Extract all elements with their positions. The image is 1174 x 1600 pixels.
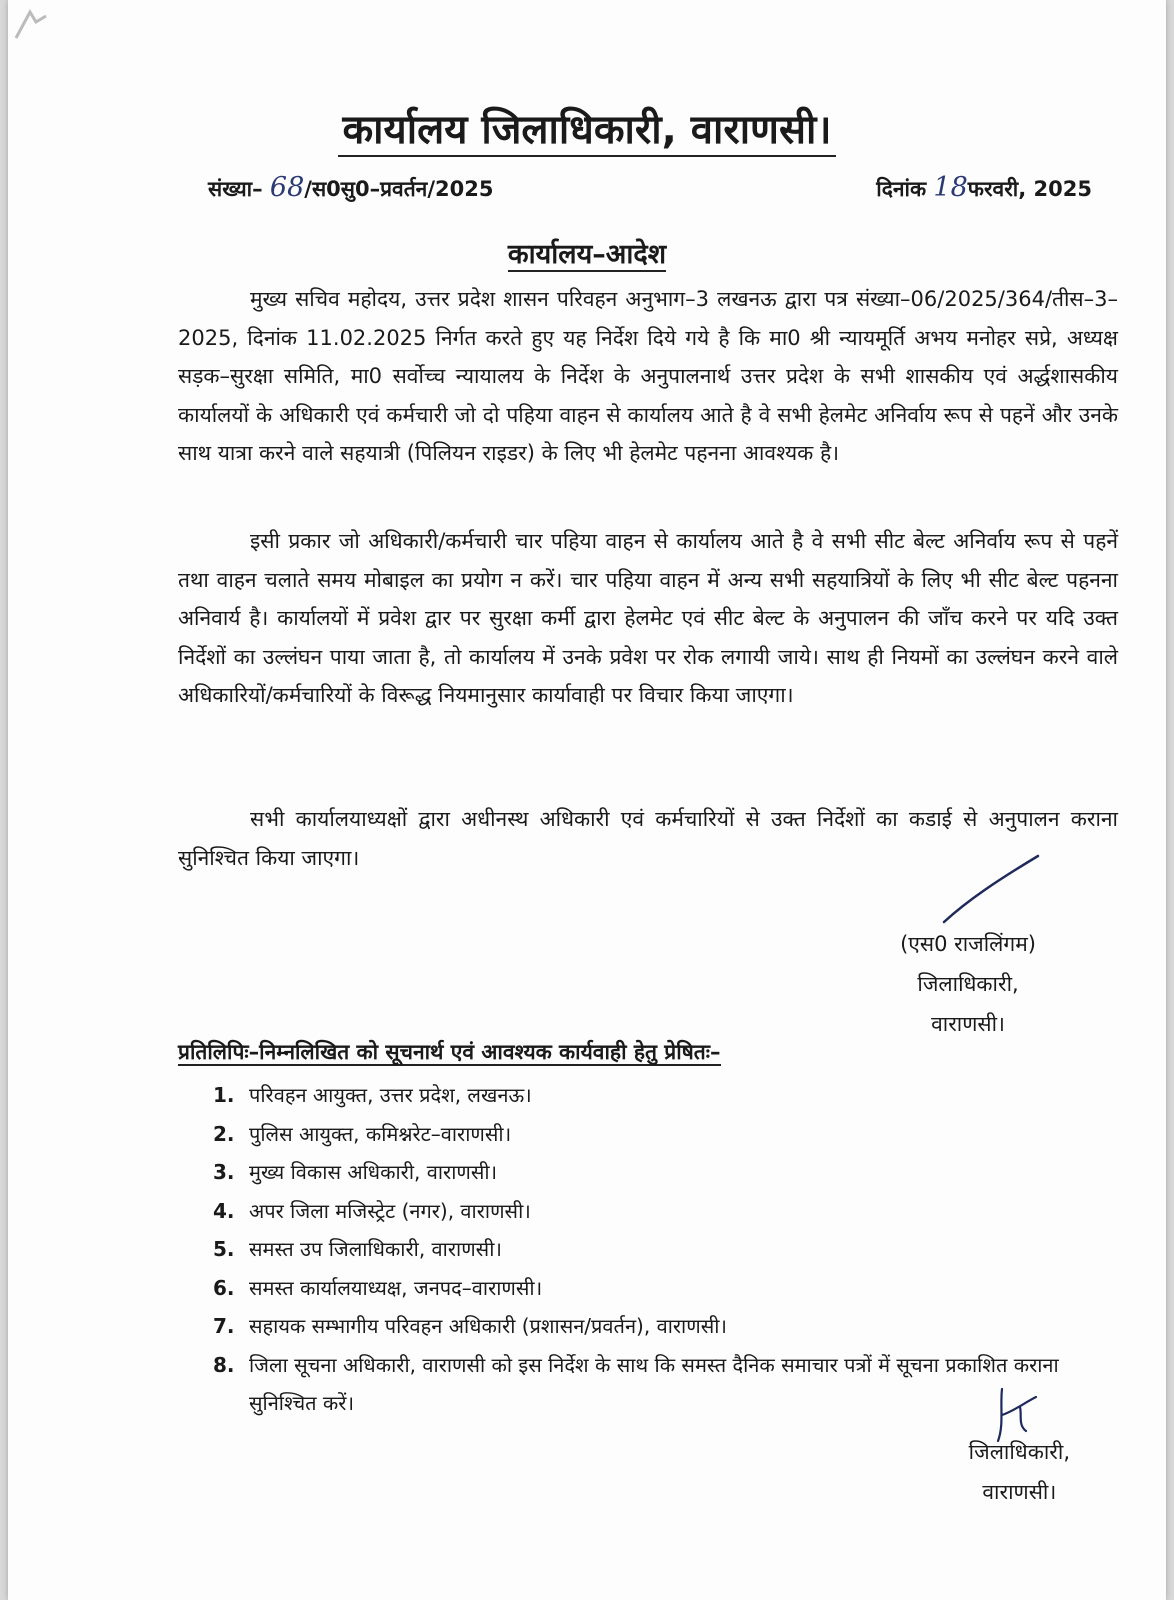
list-item	[213, 1269, 1114, 1308]
paragraph-2	[178, 522, 1118, 715]
list-item-number: 2.	[213, 1121, 235, 1146]
list-item	[213, 1307, 1114, 1346]
list-item-text: परिवहन आयुक्त, उत्तर प्रदेश, लखनऊ।	[249, 1083, 532, 1107]
office-title	[8, 100, 1166, 155]
paragraph-2-text: इसी प्रकार जो अधिकारी/कर्मचारी चार पहिया वाहन से कार्यालय आते है वे सभी सीट बेल्ट अनिर्वाय रूप से पहनें तथा वाहन चलाते समय मोबाइल का प्रयोग न करें। चार पहिया वाहन में अन्य सभी सहयात्रियों के लिए भी सीट बेल्ट पहनना अनिवार्य है। कार्यालयों में प्रवेश द्वार पर सुरक्षा कर्मी द्वारा हेलमेट एवं सीट बेल्ट के अनुपालन की जाँच करने पर यदि उक्त निर्देशों का उल्लंघन पाया जाता है, तो कार्यालय में उनके प्रवेश पर रोक लगायी जाये। साथ ही नियमों का उल्लंघन करने वाले अधिकारियों/कर्मचारियों के विरूद्ध नियमानुसार कार्यावाही पर विचार किया जाएगा।	[178, 529, 1118, 707]
list-item-number: 6.	[213, 1275, 235, 1300]
reference-line	[208, 172, 1092, 203]
list-item-text: पुलिस आयुक्त, कमिश्नरेट–वाराणसी।	[249, 1121, 512, 1146]
paragraph-1	[178, 280, 1118, 473]
copy-to-list	[213, 1076, 1114, 1423]
date-prefix: दिनांक	[876, 177, 927, 201]
list-item-text: समस्त कार्यालयाध्यक्ष, जनपद–वाराणसी।	[249, 1275, 543, 1300]
list-item-text: जिला सूचना अधिकारी, वाराणसी को इस निर्देश के साथ कि समस्त दैनिक समाचार पत्रों में सूचना प्रकाशित कराना सुनिश्चित करें।	[249, 1352, 1059, 1415]
list-item	[213, 1115, 1114, 1154]
list-item	[213, 1153, 1114, 1192]
reference-number	[208, 172, 493, 203]
signature-block-2	[969, 1432, 1070, 1512]
list-item-number: 7.	[213, 1314, 235, 1338]
order-subtitle	[8, 234, 1166, 271]
list-item-text: मुख्य विकास अधिकारी, वाराणसी।	[249, 1160, 498, 1184]
list-item	[213, 1346, 1114, 1423]
list-item	[213, 1192, 1114, 1231]
signatory-designation-2: जिलाधिकारी,	[968, 1440, 1070, 1464]
list-item-number: 4.	[213, 1198, 235, 1223]
list-item-text: अपर जिला मजिस्ट्रेट (नगर), वाराणसी।	[249, 1198, 531, 1223]
signatory-place-2: वाराणसी।	[982, 1480, 1057, 1504]
signatory-place: वाराणसी।	[931, 1012, 1005, 1036]
paragraph-3-text: सभी कार्यालयाध्यक्षों द्वारा अधीनस्थ अधिकारी एवं कर्मचारियों से उक्त निर्देशों का कडाई से अनुपालन कराना सुनिश्चित किया जाएगा।	[178, 807, 1118, 870]
reference-suffix: /स0सु0–प्रवर्तन/2025	[304, 177, 494, 201]
signature-block	[900, 924, 1036, 1044]
order-subtitle-text: कार्यालय–आदेश	[507, 239, 667, 270]
date-handwritten-day: 18	[933, 172, 968, 203]
list-item-number: 8.	[213, 1352, 235, 1377]
list-item-number: 3.	[213, 1160, 235, 1184]
office-title-text: कार्यालय जिलाधिकारी, वाराणसी।	[338, 107, 835, 157]
list-item-text: समस्त उप जिलाधिकारी, वाराणसी।	[249, 1237, 502, 1261]
page-corner-mark	[12, 4, 56, 44]
document-page	[8, 0, 1166, 1600]
list-item-number: 5.	[213, 1237, 235, 1261]
copy-to-heading	[178, 1038, 721, 1066]
signatory-designation: जिलाधिकारी,	[917, 972, 1019, 996]
list-item	[213, 1076, 1114, 1115]
list-item-number: 1.	[213, 1083, 235, 1107]
signature-stroke	[938, 850, 1048, 930]
reference-handwritten-number: 68	[269, 172, 305, 203]
signatory-name: (एस0 राजलिंगम)	[900, 932, 1036, 956]
order-date	[876, 172, 1092, 203]
list-item	[213, 1230, 1114, 1269]
date-month-year: फरवरी, 2025	[967, 177, 1092, 201]
copy-to-heading-text: प्रतिलिपिः–निम्नलिखित को सूचनार्थ एवं आवश्यक कार्यवाही हेतु प्रेषितः–	[178, 1040, 721, 1064]
reference-prefix: संख्या–	[208, 177, 263, 201]
paragraph-1-text: मुख्य सचिव महोदय, उत्तर प्रदेश शासन परिवहन अनुभाग–3 लखनऊ द्वारा पत्र संख्या–06/2025/364/तीस–3–2025, दिनांक 11.02.2025 निर्गत करते हुए यह निर्देश दिये गये है कि मा0 श्री न्यायमूर्ति अभय मनोहर सप्रे, अध्यक्ष सड़क–सुरक्षा समिति, मा0 सर्वोच्च न्यायालय के निर्देश के अनुपालनार्थ उत्तर प्रदेश के सभी शासकीय एवं अर्द्धशासकीय कार्यालयों के अधिकारी एवं कर्मचारी जो दो पहिया वाहन से कार्यालय आते है वे सभी हेलमेट अनिर्वाय रूप से पहनें और उनके साथ यात्रा करने वाले सहयात्री (पिलियन राइडर) के लिए भी हेलमेट पहनना आवश्यक है।	[178, 287, 1118, 465]
list-item-text: सहायक सम्भागीय परिवहन अधिकारी (प्रशासन/प्रवर्तन), वाराणसी।	[249, 1314, 727, 1338]
